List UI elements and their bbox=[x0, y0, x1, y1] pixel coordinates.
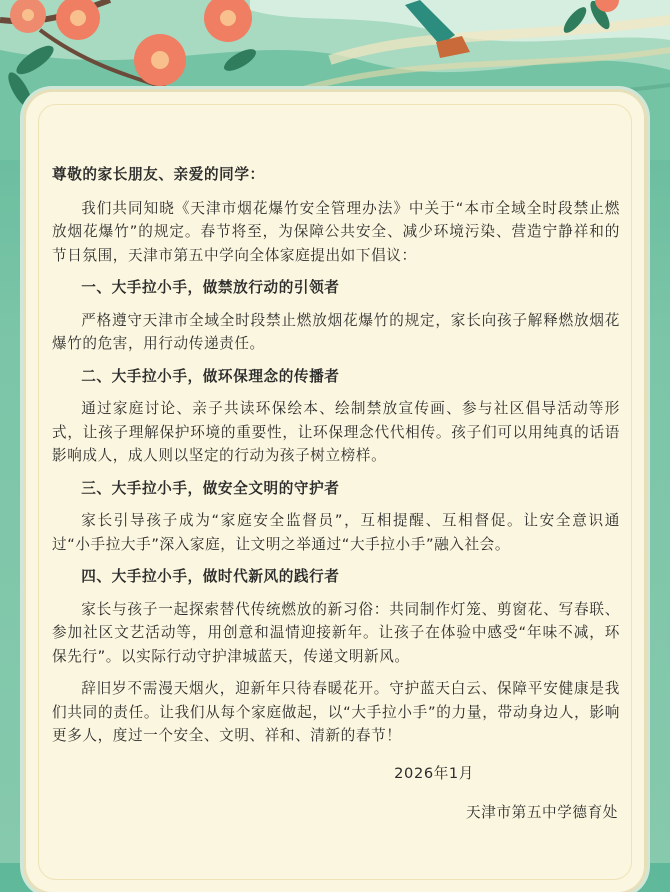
section-body: 家长与孩子一起探索替代传统燃放的新习俗：共同制作灯笼、剪窗花、写春联、参加社区文艺活动等，用创意和温情迎接新年。让孩子在体验中感受“年味不减，环保先行”。以实际行动守护津城蓝天，传递文明新风。 bbox=[52, 600, 620, 665]
letter-body bbox=[52, 163, 620, 834]
section-body: 严格遵守天津市全域全时段禁止燃放烟花爆竹的规定，家长向孩子解释燃放烟花爆竹的危害，用行动传递责任。 bbox=[52, 311, 620, 352]
section-heading: 三、大手拉小手，做安全文明的守护者 bbox=[81, 479, 340, 497]
greeting: 尊敬的家长朋友、亲爱的同学： bbox=[52, 166, 265, 183]
letter-date: 2026年1月 bbox=[394, 764, 474, 782]
section-heading: 四、大手拉小手，做时代新风的践行者 bbox=[81, 568, 340, 585]
section-body: 通过家庭讨论、亲子共读环保绘本、绘制禁放宣传画、参与社区倡导活动等形式，让孩子理解保护环境的重要性，让环保理念代代相传。孩子们可以用纯真的话语影响成人，成人则以坚定的行动为孩子树立榜样。 bbox=[52, 400, 620, 464]
section-heading: 一、大手拉小手，做禁放行动的引领者 bbox=[81, 279, 340, 296]
section-heading: 二、大手拉小手，做环保理念的传播者 bbox=[81, 367, 340, 385]
letter-signature: 天津市第五中学德育处 bbox=[466, 804, 618, 821]
closing-paragraph: 辞旧岁不需漫天烟火，迎新年只待春暖花开。守护蓝天白云、保障平安健康是我们共同的责任。让我们从每个家庭做起，以“大手拉小手”的力量，带动身边人，影响更多人，度过一个安全、文明、祥和、清新的春节！ bbox=[52, 680, 620, 744]
intro-paragraph: 我们共同知晓《天津市烟花爆竹安全管理办法》中关于“本市全域全时段禁止燃放烟花爆竹”的规定。春节将至，为保障公共安全、减少环境污染、营造宁静祥和的节日氛围，天津市第五中学向全体家庭提出如下倡议： bbox=[52, 199, 620, 264]
section-body: 家长引导孩子成为“家庭安全监督员”，互相提醒、互相督促。让安全意识通过“小手拉大手”深入家庭，让文明之举通过“大手拉小手”融入社会。 bbox=[52, 512, 620, 553]
